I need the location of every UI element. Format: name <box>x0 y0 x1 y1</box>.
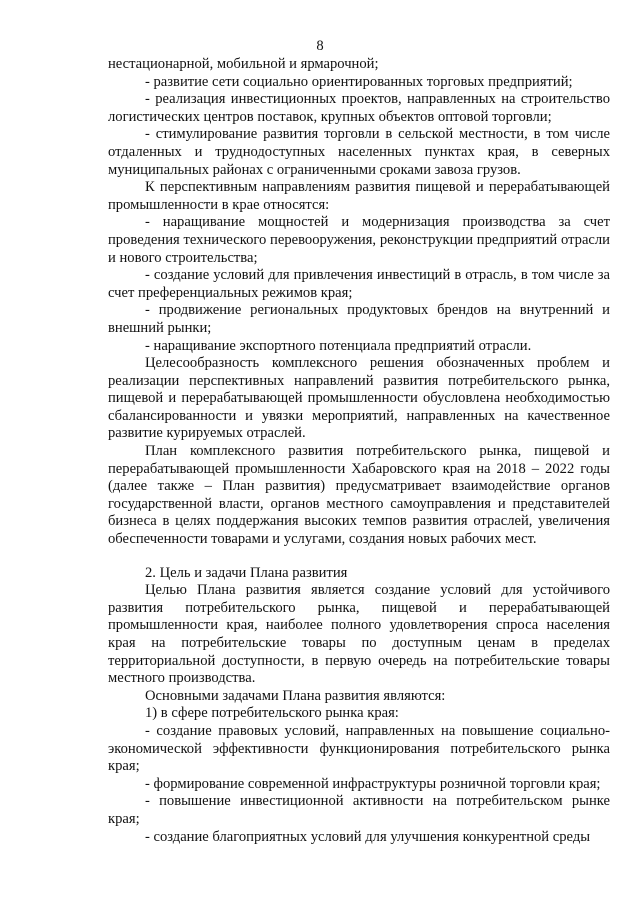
paragraph: План комплексного развития потребительского рынка, пищевой и перерабатывающей промышленности Хабаровского края на 2018 – 2022 годы (далее также – План развития) предусматривает взаимодействие органов государственной власти, органов местного самоуправления и представителей бизнеса в целях поддержания высоких темпов развития отраслей, увеличения обеспеченности товарами и услугами, создания новых рабочих мест. <box>108 443 610 548</box>
page-number: 8 <box>316 38 324 54</box>
list-item: - стимулирование развития торговли в сельской местности, в том числе отдаленных и труднодоступных населенных пунктах края, в северных муниципальных районах с ограниченными сроками завоза грузов. <box>108 126 610 178</box>
list-item: - повышение инвестиционной активности на потребительском рынке края; <box>108 793 610 827</box>
paragraph: К перспективным направлениям развития пищевой и перерабатывающей промышленности в крае относятся: <box>108 179 610 213</box>
list-item: - реализация инвестиционных проектов, направленных на строительство логистических центров поставок, крупных объектов оптовой торговли; <box>108 91 610 125</box>
list-item: - создание правовых условий, направленных на повышение социально-экономической эффективности функционирования потребительского рынка края; <box>108 722 610 775</box>
list-item: - наращивание экспортного потенциала предприятий отрасли. <box>145 337 532 354</box>
subsection-item: 1) в сфере потребительского рынка края: <box>145 705 399 722</box>
list-item: - продвижение региональных продуктовых брендов на внутренний и внешний рынки; <box>108 302 610 336</box>
document-body <box>108 56 610 846</box>
list-item: - создание условий для привлечения инвестиций в отрасль, в том числе за счет преференциальных режимов края; <box>108 267 610 301</box>
paragraph-continuation: нестационарной, мобильной и ярмарочной; <box>108 56 379 72</box>
paragraph: Целесообразность комплексного решения обозначенных проблем и реализации перспективных направлений развития потребительского рынка, пищевой и перерабатывающей промышленности обусловлена необходимостью сбалансированности и увязки мероприятий, направленных на качественное развитие курируемых отраслей. <box>108 355 610 442</box>
section-heading: 2. Цель и задачи Плана развития <box>145 564 348 581</box>
list-item: - формирование современной инфраструктуры розничной торговли края; <box>145 775 601 792</box>
paragraph: Основными задачами Плана развития являются: <box>145 687 446 704</box>
paragraph: Целью Плана развития является создание условий для устойчивого развития потребительского рынка, пищевой и перерабатывающей промышленности края, наиболее полного удовлетворения спроса населения края на потребительские товары по доступным ценам в пределах территориальной доступности, в первую очередь на потребительские товары местного производства. <box>108 582 610 687</box>
list-item: - развитие сети социально ориентированных торговых предприятий; <box>145 73 573 90</box>
list-item: - создание благоприятных условий для улучшения конкурентной среды <box>145 828 591 845</box>
list-item: - наращивание мощностей и модернизация производства за счет проведения технического перевооружения, реконструкции предприятий отрасли и нового строительства; <box>108 214 610 266</box>
